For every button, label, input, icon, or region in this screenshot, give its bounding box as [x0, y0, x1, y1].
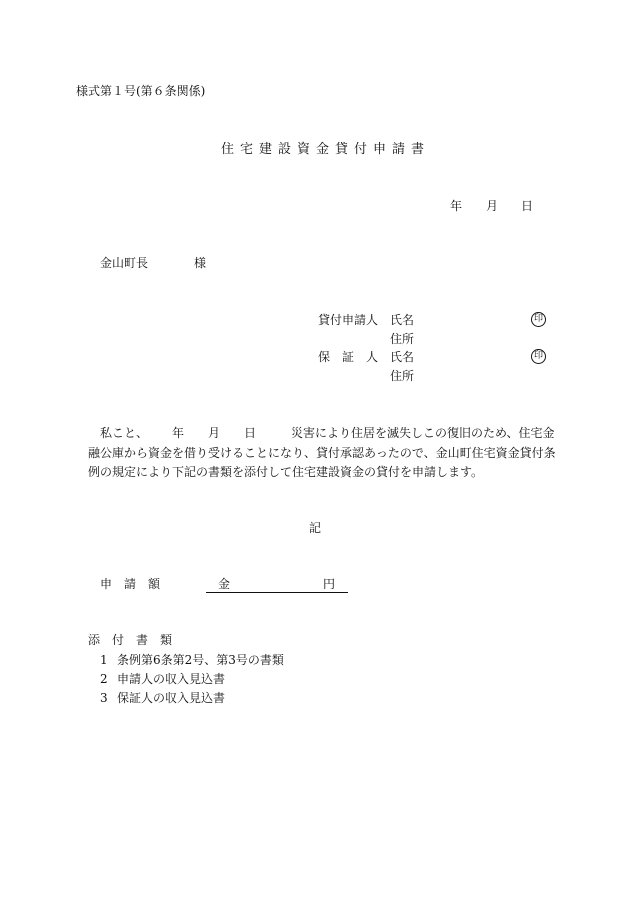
body-line2: 融公庫から資金を借り受けることになり、貸付承認あったので、金山町住宅資金貸付条 — [88, 446, 556, 460]
applicant-role: 貸付申請人 — [318, 313, 379, 327]
guarantor-seal-icon: 印 — [531, 349, 546, 364]
attachment-number: 1 — [100, 653, 108, 667]
applicant-address-label: 住所 — [390, 332, 415, 346]
guarantor-name-label: 氏名 — [390, 350, 415, 364]
amount-underline — [206, 592, 348, 593]
body-day: 日 — [244, 426, 257, 440]
addressee-honorific: 様 — [194, 256, 207, 270]
body-line3: 例の規定により下記の書類を添付して住宅建設資金の貸付を申請します。 — [88, 465, 484, 479]
body-line1-text: 災害により住居を滅失しこの復旧のため、住宅金 — [291, 426, 555, 440]
date-day: 日 — [521, 199, 534, 213]
guarantor-address-label: 住所 — [390, 369, 415, 383]
attachment-item-text: 申請人の収入見込書 — [117, 672, 226, 686]
body-prefix: 私こと、 — [100, 426, 149, 440]
note-heading: 記 — [309, 521, 322, 535]
body-month: 月 — [208, 426, 221, 440]
attachment-item-text: 条例第6条第2号、第3号の書類 — [117, 653, 284, 667]
amount-prefix: 金 — [218, 577, 231, 591]
applicant-seal-icon: 印 — [531, 312, 546, 327]
date-year: 年 — [450, 199, 463, 213]
document-title: 住宅建設資金貸付申請書 — [221, 142, 431, 157]
form-number: 様式第１号(第６条関係) — [76, 84, 206, 98]
amount-unit: 円 — [323, 577, 336, 591]
attachment-item-text: 保証人の収入見込書 — [117, 691, 226, 705]
addressee-name: 金山町長 — [100, 256, 149, 270]
attachments-heading: 添 付 書 類 — [88, 633, 173, 647]
body-year: 年 — [172, 426, 185, 440]
guarantor-role: 保 証 人 — [318, 350, 379, 364]
applicant-name-label: 氏名 — [390, 313, 415, 327]
attachment-number: 3 — [100, 691, 108, 705]
date-month: 月 — [486, 199, 499, 213]
amount-label: 申 請 額 — [100, 577, 161, 591]
attachment-number: 2 — [100, 672, 108, 686]
